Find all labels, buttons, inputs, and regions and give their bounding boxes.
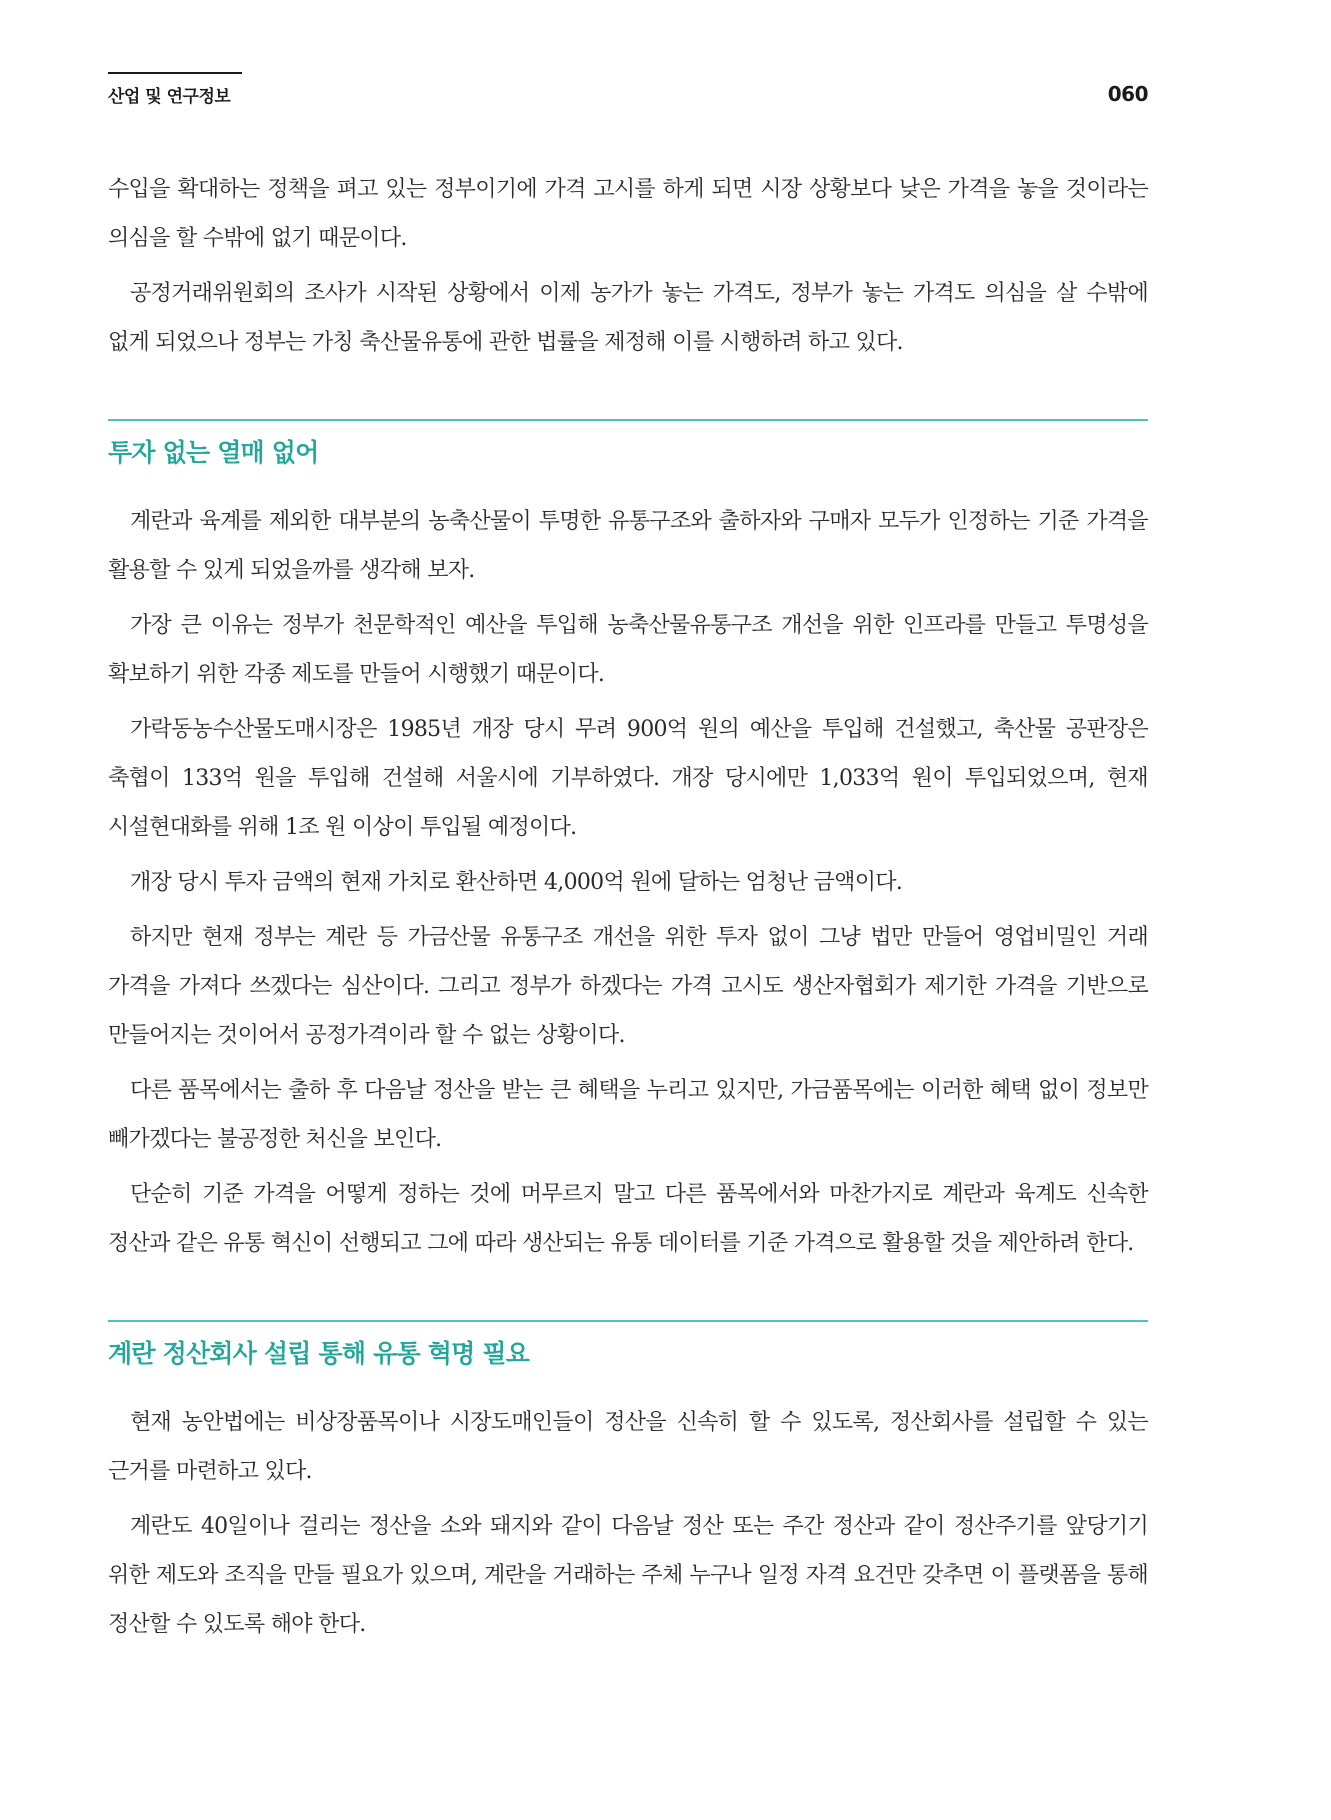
paragraph: 개장 당시 투자 금액의 현재 가치로 환산하면 4,000억 원에 달하는 엄청난 금액이다. <box>130 870 903 895</box>
section-rule <box>108 1320 1148 1322</box>
running-section-name: 산업 및 연구정보 <box>108 87 231 107</box>
paragraph: 수입을 확대하는 정책을 펴고 있는 정부이기에 가격 고시를 하게 되면 시장 상황보다 낮은 가격을 놓을 것이라는 의심을 할 수밖에 없기 때문이다. <box>108 177 1148 251</box>
section-investment <box>108 419 1148 1268</box>
section-settlement-company <box>108 1320 1148 1649</box>
paragraph: 하지만 현재 정부는 계란 등 가금산물 유통구조 개선을 위한 투자 없이 그냥 법만 만들어 영업비밀인 거래 가격을 가져다 쓰겠다는 심산이다. 그리고 정부가 하겠다는 가격 고시도 생산자협회가 제기한 가격을 기반으로 만들어지는 것이어서 공정가격이라 할 수 없는 상황이다. <box>108 925 1148 1048</box>
paragraph: 계란과 육계를 제외한 대부분의 농축산물이 투명한 유통구조와 출하자와 구매자 모두가 인정하는 기준 가격을 활용할 수 있게 되었을까를 생각해 보자. <box>108 509 1148 583</box>
section-heading: 투자 없는 열매 없어 <box>108 438 319 467</box>
paragraph: 공정거래위원회의 조사가 시작된 상황에서 이제 농가가 놓는 가격도, 정부가 놓는 가격도 의심을 살 수밖에 없게 되었으나 정부는 가칭 축산물유통에 관한 법률을 제정해 이를 시행하려 하고 있다. <box>108 281 1148 355</box>
paragraph: 단순히 기준 가격을 어떻게 정하는 것에 머무르지 말고 다른 품목에서와 마찬가지로 계란과 육계도 신속한 정산과 같은 유통 혁신이 선행되고 그에 따라 생산되는 유통 데이터를 기준 가격으로 활용할 것을 제안하려 한다. <box>108 1182 1148 1256</box>
page-number: 060 <box>1107 82 1148 106</box>
paragraph: 가락동농수산물도매시장은 1985년 개장 당시 무려 900억 원의 예산을 투입해 건설했고, 축산물 공판장은 축협이 133억 원을 투입해 건설해 서울시에 기부하였다. 개장 당시에만 1,033억 원이 투입되었으며, 현재 시설현대화를 위해 1조 원 이상이 투입될 예정이다. <box>108 717 1148 840</box>
header-rule <box>108 72 242 74</box>
paragraph: 다른 품목에서는 출하 후 다음날 정산을 받는 큰 혜택을 누리고 있지만, 가금품목에는 이러한 혜택 없이 정보만 빼가겠다는 불공정한 처신을 보인다. <box>108 1078 1148 1152</box>
paragraph: 계란도 40일이나 걸리는 정산을 소와 돼지와 같이 다음날 정산 또는 주간 정산과 같이 정산주기를 앞당기기 위한 제도와 조직을 만들 필요가 있으며, 계란을 거래하는 주체 누구나 일정 자격 요건만 갖추면 이 플랫폼을 통해 정산할 수 있도록 해야 한다. <box>108 1514 1148 1637</box>
section-rule <box>108 419 1148 421</box>
running-header <box>108 72 1148 112</box>
section-heading: 계란 정산회사 설립 통해 유통 혁명 필요 <box>108 1339 530 1368</box>
paragraph: 현재 농안법에는 비상장품목이나 시장도매인들이 정산을 신속히 할 수 있도록, 정산회사를 설립할 수 있는 근거를 마련하고 있다. <box>108 1410 1148 1484</box>
article-body <box>108 165 1148 1655</box>
paragraph: 가장 큰 이유는 정부가 천문학적인 예산을 투입해 농축산물유통구조 개선을 위한 인프라를 만들고 투명성을 확보하기 위한 각종 제도를 만들어 시행했기 때문이다. <box>108 613 1148 687</box>
